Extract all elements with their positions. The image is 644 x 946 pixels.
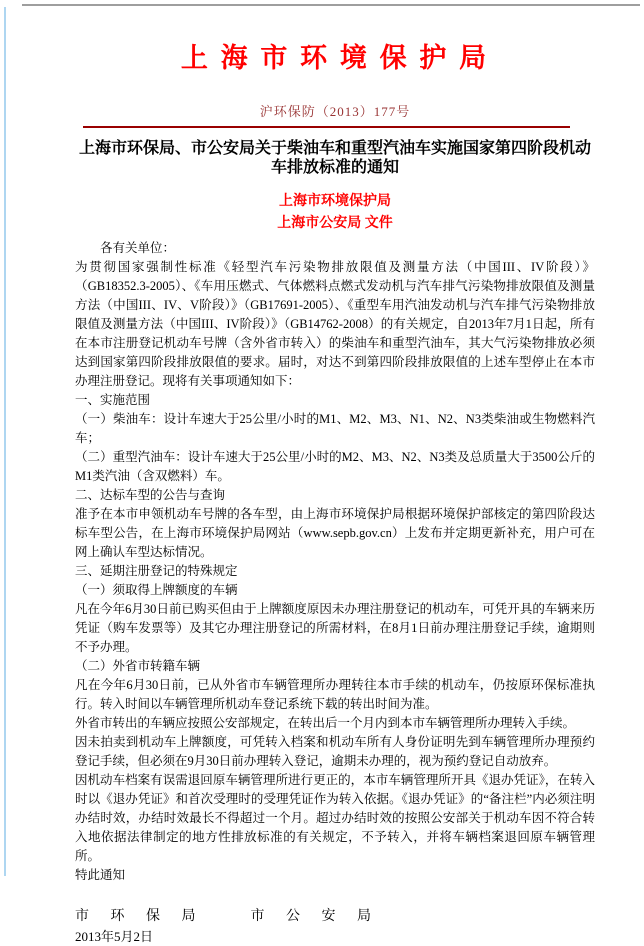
issuer-line-epb: 上海市环境保护局 (279, 194, 391, 209)
document-date: 2013年5月2日 (75, 929, 154, 944)
signature-block (75, 907, 595, 946)
signature-row (75, 907, 595, 926)
body-paragraph: 因未拍卖到机动车上牌额度，可凭转入档案和机动车所有人身份证明先到车辆管理所办理预约登记手续，但必须在9月30日前办理转入登记，逾期未办理的，视为预约登记自动放弃。 (75, 735, 595, 768)
body-paragraph: 二、达标车型的公告与查询 (75, 488, 226, 502)
body-paragraph: （一）柴油车：设计车速大于25公里/小时的M1、M2、M3、N1、N2、N3类柴油或生物燃料汽车； (75, 412, 595, 445)
body-paragraph: 凡在今年6月30日前已购买但由于上牌额度原因未办理注册登记的机动车，可凭开具的车辆来历凭证（购车发票等）及其它办理注册登记的所需材料，在8月1日前办理注册登记手续，逾期则不予办理。 (75, 602, 595, 654)
body-paragraph: （一）须取得上牌额度的车辆 (75, 583, 238, 597)
body-paragraph: 凡在今年6月30日前，已从外省市车辆管理所办理转往本市手续的机动车，仍按原环保标准执行。转入时间以车辆管理所机动车登记系统下载的转出时间为准。 (75, 678, 595, 711)
body-paragraph: （二）外省市转籍车辆 (75, 659, 201, 673)
body-paragraph: 因机动车档案有误需退回原车辆管理所进行更正的，本市车辆管理所开具《退办凭证》，在转入时以《退办凭证》和首次受理时的受理凭证作为转入依据。《退办凭证》的“备注栏”内必须注明办结时效，办结时效最长不得超过一个月。超过办结时效的按照公安部关于机动车因不符合转入地依据法律制定的地方性排放标准的有关规定，不予转入，并将车辆档案退回原车辆管理所。 (75, 773, 595, 863)
body-paragraph: 一、实施范围 (75, 393, 151, 407)
body-paragraph: 三、延期注册登记的特殊规定 (75, 564, 238, 578)
doc-number: 沪环保防（2013）177号 (259, 104, 411, 119)
subject-title: 上海市环保局、市公安局关于柴油车和重型汽油车实施国家第四阶段机动车排放标准的通知 (78, 140, 591, 176)
document-body (75, 239, 595, 885)
document-page (75, 0, 595, 946)
signature-epb: 市 环 保 局 (75, 909, 205, 924)
body-paragraph: 为贯彻国家强制性标准《轻型汽车污染物排放限值及测量方法（中国III、IV阶段）》（GB18352.3-2005）、《车用压燃式、气体燃料点燃式发动机与汽车排气污染物排放限值及测量方法（中国III、IV、V阶段）》（GB17691-2005）、《重型车用汽油发动机与汽车排气污染物排放限值及测量方法（中国III、IV阶段）》（GB14762-2008）的有关规定，自2013年7月1日起，所有在本市注册登记机动车号牌（含外省市转入）的柴油车和重型汽油车，其大气污染物排放必须达到国家第四阶段排放限值的要求。届时，对达不到第四阶段排放限值的上述车型停止在本市办理注册登记。现将有关事项通知如下： (75, 260, 595, 388)
body-paragraph: 外省市转出的车辆应按照公安部规定，在转出后一个月内到本市车辆管理所办理转入手续。 (75, 716, 576, 730)
body-paragraph: （二）重型汽油车：设计车速大于25公里/小时的M2、M3、N2、N3类及总质量大于3500公斤的M1类汽油（含双燃料）车。 (75, 450, 595, 483)
issuer-line-psb: 上海市公安局 文件 (277, 216, 393, 231)
paragraph-list (75, 258, 595, 885)
agency-title: 上 海 市 环 境 保 护 局 (180, 43, 490, 73)
salutation: 各有关单位： (100, 241, 176, 255)
header-divider (83, 126, 570, 128)
body-paragraph: 准予在本市申领机动车号牌的各车型，由上海市环境保护局根据环境保护部核定的第四阶段达标车型公告，在上海市环境保护局网站（www.sepb.gov.cn）上发布并定期更新补充，用户可在网上确认车型达标情况。 (75, 507, 595, 559)
body-paragraph: 特此通知 (75, 868, 126, 882)
issuers-block (75, 191, 595, 235)
left-border-line (4, 7, 6, 876)
signature-psb: 市 公 安 局 (250, 909, 380, 924)
